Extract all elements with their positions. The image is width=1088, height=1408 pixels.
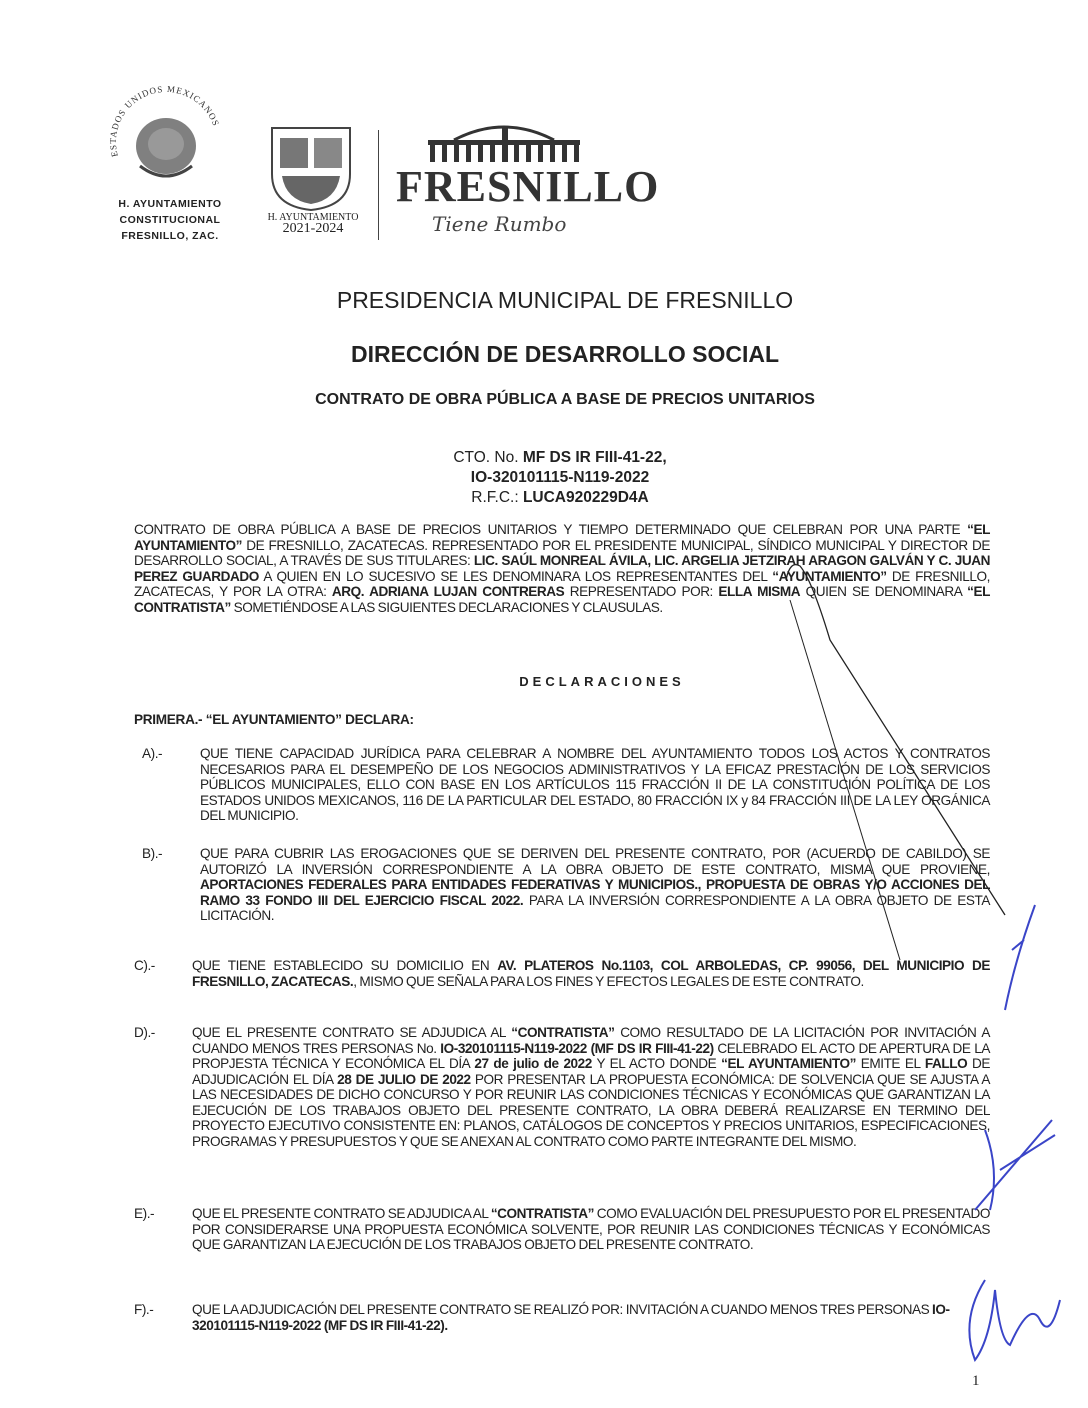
bold-text-segment: “CONTRATISTA”	[490, 1206, 594, 1221]
seal-caption	[100, 196, 240, 244]
text-segment: QUE TIENE CAPACIDAD JURÍDICA PARA CELEBRAR A NOMBRE DEL AYUNTAMIENTO TODOS LOS ACTOS Y CONTRATOS NECESARIOS PARA EL DESEMPEÑO DE LOS NEGOCIOS ADMINISTRATIVOS Y LA EFICAZ PRESTACIÓN DE LOS SERVICIOS PÚBLICOS MUNICIPALES, ELLO CON BASE EN LOS ARTÍCULOS 115 FRACCIÓN II DE LA CONSTITUCIÓN POLÍTICA DE LOS ESTADOS UNIDOS MEXICANOS, 116 DE LA PARTICULAR DEL ESTADO, 80 FRACCIÓN IX y 84 FRACCIÓN III DE LA LEY ORGÁNICA DEL MUNICIPIO.	[200, 746, 990, 823]
io-number: IO-320101115-N119-2022	[470, 469, 650, 486]
declaration-item	[134, 746, 990, 846]
item-text	[192, 1206, 990, 1302]
primera-heading: PRIMERA.- “EL AYUNTAMIENTO” DECLARA:	[134, 712, 414, 727]
text-segment: DE FRESNILLO, ZACATECAS, Y POR LA OTRA:	[134, 568, 990, 599]
contract-title: CONTRATO DE OBRA PÚBLICA A BASE DE PRECIOS UNITARIOS	[315, 391, 815, 408]
item-text	[192, 1025, 990, 1206]
bold-text-segment: “AYUNTAMIENTO”	[772, 568, 887, 584]
text-segment: QUE TIENE ESTABLECIDO SU DOMICILIO EN	[192, 958, 498, 973]
text-segment: CONTRATO DE OBRA PÚBLICA A BASE DE PRECIOS UNITARIOS Y TIEMPO DETERMINADO QUE CELEBRAN POR UNA PARTE	[134, 522, 968, 537]
bold-text-segment: ARQ. ADRIANA LUJAN CONTRERAS	[331, 584, 565, 599]
text-segment: POR PRESENTAR LA PROPUESTA ECONÓMICA: DE SOLVENCIA QUE SE AJUSTA A LAS NECESIDADES DE DICHO CONCURSO Y POR REUNIR LAS CONDICIONES TÉCNICAS Y ECONÓMICAS QUE GARANTIZAN LA EJECUCIÓN DE LOS TRABAJOS OBJETO DEL PRESENTE CONTRATO, LA OBRA DEBERÁ REALIZARSE EN TERMINO DEL PROYECTO EJECUTIVO CONSISTENTE EN: PLANOS, CATÁLOGOS DE CONCEPTOS Y PRECIOS UNITARIOS, ESPECIFICACIONES, PROGRAMAS Y PRESUPUESTOS Y QUE SE ANEXAN AL CONTRATO COMO PARTE INTEGRANTE DEL MISMO.	[192, 1071, 990, 1149]
text-segment: REPRESENTADO POR:	[564, 584, 719, 599]
text-segment: QUIEN SE DENOMINARA	[800, 584, 968, 599]
text-segment: Y EL ACTO DONDE	[591, 1056, 722, 1071]
item-label: C).-	[134, 958, 155, 973]
declaration-item	[134, 846, 990, 958]
ayuntamiento-shield	[268, 124, 354, 212]
seal-caption-line: FRESNILLO, ZAC.	[121, 230, 219, 242]
text-segment: , MISMO QUE SEÑALA PARA LOS FINES Y EFECTOS LEGALES DE ESTE CONTRATO.	[353, 973, 864, 989]
contract-reference	[390, 448, 730, 508]
ayuntamiento-caption	[258, 212, 368, 234]
direccion-title: DIRECCIÓN DE DESARROLLO SOCIAL	[350, 341, 780, 367]
declaration-item	[134, 1025, 990, 1206]
fresnillo-building-logo	[424, 118, 584, 164]
ayuntamiento-label: H. AYUNTAMIENTO	[267, 212, 359, 223]
text-segment: COMO EVALUACIÓN DEL PRESUPUESTO POR EL PRESENTADO POR CONSIDERARSE UNA PROPUESTA ECONÓMICA SOLVENTE, POR REUNIR LAS CONDICIONES TÉCNICAS Y ECONÓMICAS QUE GARANTIZAN LA EJECUCIÓN DE LOS TRABAJOS OBJETO DEL PRESENTE CONTRATO.	[192, 1206, 990, 1252]
ayuntamiento-years: 2021-2024	[282, 221, 344, 236]
declaraciones-heading: DECLARACIONES	[519, 674, 685, 689]
intro-paragraph	[134, 522, 990, 674]
bold-text-segment: “EL AYUNTAMIENTO”	[134, 522, 990, 553]
item-text	[192, 1302, 990, 1333]
text-segment: DE FRESNILLO, ZACATECAS. REPRESENTADO POR EL PRESIDENTE MUNICIPAL, SÍNDICO MUNICIPAL Y DIRECTOR DE DESARROLLO SOCIAL, A TRAVÉS DE SUS TITULARES:	[134, 537, 990, 568]
presidencia-title: PRESIDENCIA MUNICIPAL DE FRESNILLO	[336, 287, 794, 313]
bold-text-segment: LIC. SAÚL MONREAL ÁVILA, LIC. ARGELIA JETZIRAH ARAGON GALVÁN Y C. JUAN PEREZ GUARDADO	[134, 553, 990, 584]
text-segment: CELEBRADO EL ACTO DE APERTURA DE LA PROPJESTA TÉCNICA Y ECONÓMICA EL DÍA	[192, 1040, 990, 1071]
mexico-seal	[104, 86, 228, 192]
item-label: D).-	[134, 1025, 155, 1040]
bold-text-segment: 28 DE JULIO DE 2022	[337, 1071, 471, 1087]
text-segment: QUE PARA CUBRIR LAS EROGACIONES QUE SE DERIVEN DEL PRESENTE CONTRATO, POR (ACUERDO DE CABILDO) SE AUTORIZÓ LA INVERSIÓN CORRESPONDIENTE A LA OBRA OBJETO DE ESTE CONTRATO, MISMA QUE PROVIENE,	[200, 846, 990, 877]
contract-body	[134, 522, 990, 1333]
bold-text-segment: “EL AYUNTAMIENTO”	[721, 1056, 856, 1071]
seal-caption-line: H. AYUNTAMIENTO	[118, 198, 222, 210]
text-segment: COMO RESULTADO DE LA LICITACIÓN POR INVITACIÓN A CUANDO MENOS TRES PERSONAS No.	[192, 1025, 990, 1056]
brand-name: FRESNILLO	[396, 162, 660, 211]
item-label: F).-	[134, 1302, 154, 1317]
item-label: B).-	[142, 846, 163, 861]
text-segment: DE ADJUDICACIÓN EL DÍA	[192, 1056, 990, 1087]
item-text	[200, 846, 990, 958]
text-segment: QUE EL PRESENTE CONTRATO SE ADJUDICA AL	[192, 1025, 512, 1040]
page-number: 1	[972, 1373, 980, 1389]
bold-text-segment: FALLO	[924, 1056, 968, 1071]
bold-text-segment: “EL CONTRATISTA”	[134, 584, 990, 615]
logo-divider	[378, 130, 379, 240]
brand-tagline: Tiene Rumbo	[432, 212, 567, 236]
declaration-item	[134, 1302, 990, 1333]
text-segment: QUE EL PRESENTE CONTRATO SE ADJUDICA AL	[192, 1206, 491, 1221]
seal-text: ESTADOS UNIDOS MEXICANOS	[107, 86, 222, 158]
declaration-item	[134, 1206, 990, 1302]
bold-text-segment: APORTACIONES FEDERALES PARA ENTIDADES FEDERATIVAS Y MUNICIPIOS., PROPUESTA DE OBRAS Y/O ACCIONES DEL RAMO 33 FONDO III DEL EJERCICIO FISCAL 2022.	[200, 877, 990, 908]
item-label: A).-	[142, 746, 163, 761]
bold-text-segment: 27 de julio de 2022	[474, 1056, 592, 1071]
text-segment: SOMETIÉNDOSE A LAS SIGUIENTES DECLARACIONES Y CLAUSULAS.	[230, 599, 663, 615]
rfc-value: LUCA920229D4A	[522, 489, 649, 506]
bold-text-segment: AV. PLATEROS No.1103, COL ARBOLEDAS, CP. 99056, DEL MUNICIPIO DE FRESNILLO, ZACATECAS.	[192, 958, 990, 989]
text-segment: PARA LA INVERSIÓN CORRESPONDIENTE A LA OBRA OBJETO DE ESTA LICITACIÓN.	[200, 892, 990, 923]
cto-label: CTO. No.	[453, 449, 523, 466]
item-text	[200, 746, 990, 846]
signature-mark-icon	[1005, 905, 1035, 1010]
bold-text-segment: ELLA MISMA	[718, 584, 801, 599]
bold-text-segment: IO-320101115-N119-2022 (MF DS IR FIII-41-22).	[192, 1302, 950, 1333]
bold-text-segment: “CONTRATISTA”	[511, 1025, 615, 1040]
seal-caption-line: CONSTITUCIONAL	[119, 214, 221, 226]
text-segment: QUE LA ADJUDICACIÓN DEL PRESENTE CONTRATO SE REALIZÓ POR: INVITACIÓN A CUANDO MENOS TRES PERSONAS	[192, 1302, 933, 1317]
text-segment: A QUIEN EN LO SUCESIVO SE LES DENOMINARA LOS REPRESENTANTES DEL	[258, 568, 773, 584]
cto-number: MF DS IR FIII-41-22,	[522, 449, 667, 466]
bold-text-segment: IO-320101115-N119-2022 (MF DS IR FIII-41-22)	[440, 1040, 714, 1056]
text-segment: EMITE EL	[855, 1056, 925, 1071]
rfc-label: R.F.C.:	[471, 489, 523, 506]
item-label: E).-	[134, 1206, 155, 1221]
declaration-item	[134, 958, 990, 1025]
item-text	[192, 958, 990, 1025]
